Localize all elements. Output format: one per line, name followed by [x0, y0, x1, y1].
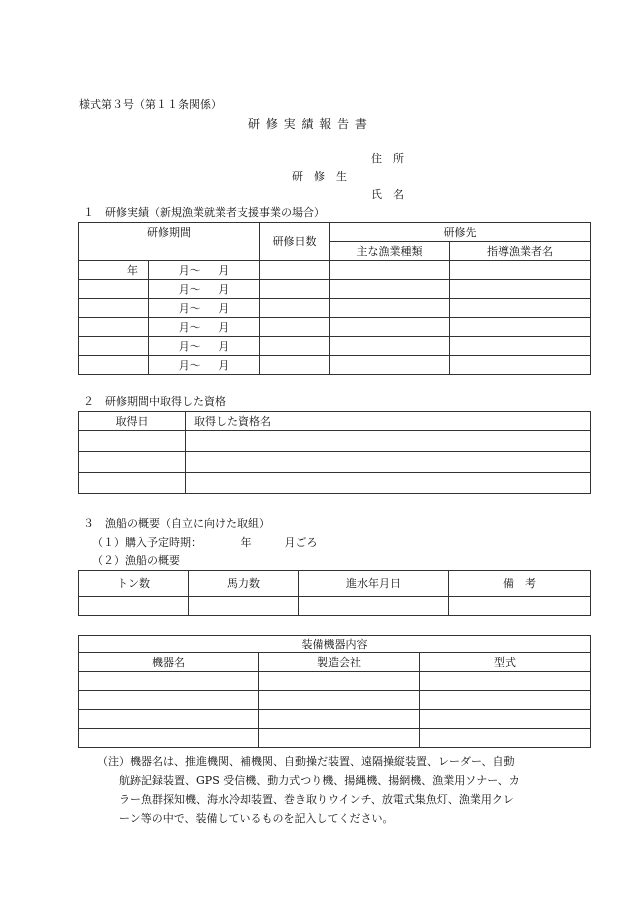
year-cell	[79, 356, 149, 375]
footnote-line: ーン等の中で、装備しているものを記入してください。	[119, 812, 394, 825]
header-horsepower: 馬力数	[189, 571, 299, 597]
header-qualification-name: 取得した資格名	[186, 412, 591, 431]
header-tonnage: トン数	[79, 571, 189, 597]
section2-heading: ２ 研修期間中取得した資格	[83, 395, 226, 408]
table-row	[79, 299, 591, 318]
year-cell	[79, 337, 149, 356]
table-row	[79, 337, 591, 356]
header-days: 研修日数	[260, 223, 330, 261]
trainee-label: 研 修 生	[292, 170, 347, 183]
vessel-table	[78, 570, 591, 616]
header-acquired-date: 取得日	[79, 412, 186, 431]
table-row	[79, 691, 591, 710]
table-row	[79, 710, 591, 729]
month-cell: 月～ 月	[149, 299, 260, 318]
page-title: 研 修 実 績 報 告 書	[248, 117, 368, 131]
table-row	[79, 318, 591, 337]
month-cell: 月～ 月	[149, 337, 260, 356]
year-cell	[79, 318, 149, 337]
month-cell: 月～ 月	[149, 318, 260, 337]
header-fishery-type: 主な漁業種類	[330, 242, 450, 261]
year-cell	[79, 299, 149, 318]
equipment-title: 装備機器内容	[79, 636, 591, 653]
footnote-line: 航跡記録装置、GPS 受信機、動力式つり機、揚縄機、揚網機、漁業用ソナー、カ	[119, 774, 520, 787]
month-cell: 月～ 月	[149, 356, 260, 375]
table-row	[79, 431, 591, 452]
footnote-line: （注）機器名は、推進機関、補機関、自動操だ装置、遠隔操縦装置、レーダー、自動	[97, 755, 515, 768]
training-record-table	[78, 222, 591, 375]
year-cell	[79, 280, 149, 299]
vessel-overview-label: （２）漁船の概要	[92, 554, 180, 567]
purchase-schedule: （１）購入予定時期： 年 月ごろ	[92, 536, 318, 549]
table-row	[79, 473, 591, 494]
month-cell: 月～ 月	[149, 280, 260, 299]
table-row	[79, 729, 591, 748]
footnote-line: ラー魚群探知機、海水冷却装置、巻き取りウインチ、放電式集魚灯、漁業用クレ	[119, 793, 514, 806]
section3-heading: ３ 漁船の概要（自立に向けた取組）	[83, 517, 270, 530]
table-row	[79, 280, 591, 299]
table-row	[79, 672, 591, 691]
address-label: 住 所	[371, 152, 404, 165]
table-row	[79, 452, 591, 473]
year-cell: 年	[79, 261, 149, 280]
header-remarks: 備 考	[449, 571, 591, 597]
header-equipment-name: 機器名	[79, 653, 259, 672]
form-number: 様式第３号（第１１条関係）	[79, 98, 222, 111]
month-cell: 月～ 月	[149, 261, 260, 280]
name-label: 氏 名	[371, 188, 404, 201]
header-instructor: 指導漁業者名	[450, 242, 591, 261]
footnote	[97, 752, 565, 828]
table-row	[79, 597, 591, 616]
header-launch-date: 進水年月日	[299, 571, 449, 597]
header-destination: 研修先	[330, 223, 591, 242]
table-row	[79, 356, 591, 375]
header-period: 研修期間	[79, 223, 260, 261]
section1-heading: １ 研修実績（新規漁業就業者支援事業の場合）	[83, 206, 325, 219]
equipment-table	[78, 635, 591, 748]
header-manufacturer: 製造会社	[259, 653, 420, 672]
qualification-table	[78, 411, 591, 494]
header-model: 型式	[420, 653, 591, 672]
table-row	[79, 261, 591, 280]
